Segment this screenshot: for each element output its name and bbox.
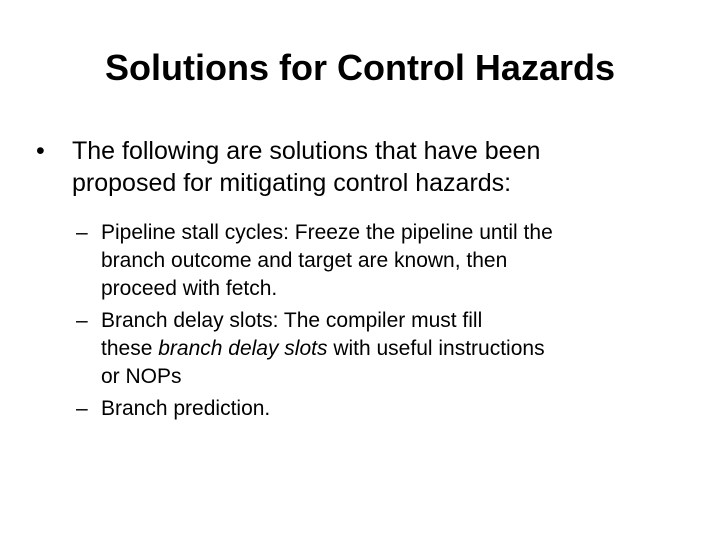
text-fragment: these xyxy=(101,337,159,360)
sub-bullet-line: proceed with fetch. xyxy=(101,277,278,300)
sub-bullet-line: Pipeline stall cycles: Freeze the pipeline until the xyxy=(101,221,553,244)
main-bullet-line-2: proposed for mitigating control hazards: xyxy=(72,169,512,197)
slide-content xyxy=(36,135,686,427)
sub-bullet-marker: – xyxy=(76,309,88,332)
text-fragment: with useful instructions xyxy=(327,337,545,360)
sub-bullet-marker: – xyxy=(76,397,88,420)
sub-bullet-prediction xyxy=(76,395,686,423)
sub-bullet-line xyxy=(101,335,686,363)
italic-term: branch delay slots xyxy=(158,337,328,360)
sub-bullet-marker: – xyxy=(76,221,88,244)
sub-bullet-line: Branch prediction. xyxy=(101,397,271,420)
bullet-marker: • xyxy=(36,137,45,165)
sub-bullet-line: branch outcome and target are known, then xyxy=(101,249,508,272)
main-bullet-line-1: The following are solutions that have been xyxy=(72,137,541,165)
sub-bullet-list xyxy=(36,219,686,423)
sub-bullet-line: Branch delay slots: The compiler must fill xyxy=(101,309,483,332)
sub-bullet-stall-cycles xyxy=(76,219,686,303)
sub-bullet-delay-slots xyxy=(76,307,686,391)
slide-title: Solutions for Control Hazards xyxy=(104,47,615,88)
sub-bullet-line: or NOPs xyxy=(101,365,182,388)
main-bullet xyxy=(36,135,686,199)
